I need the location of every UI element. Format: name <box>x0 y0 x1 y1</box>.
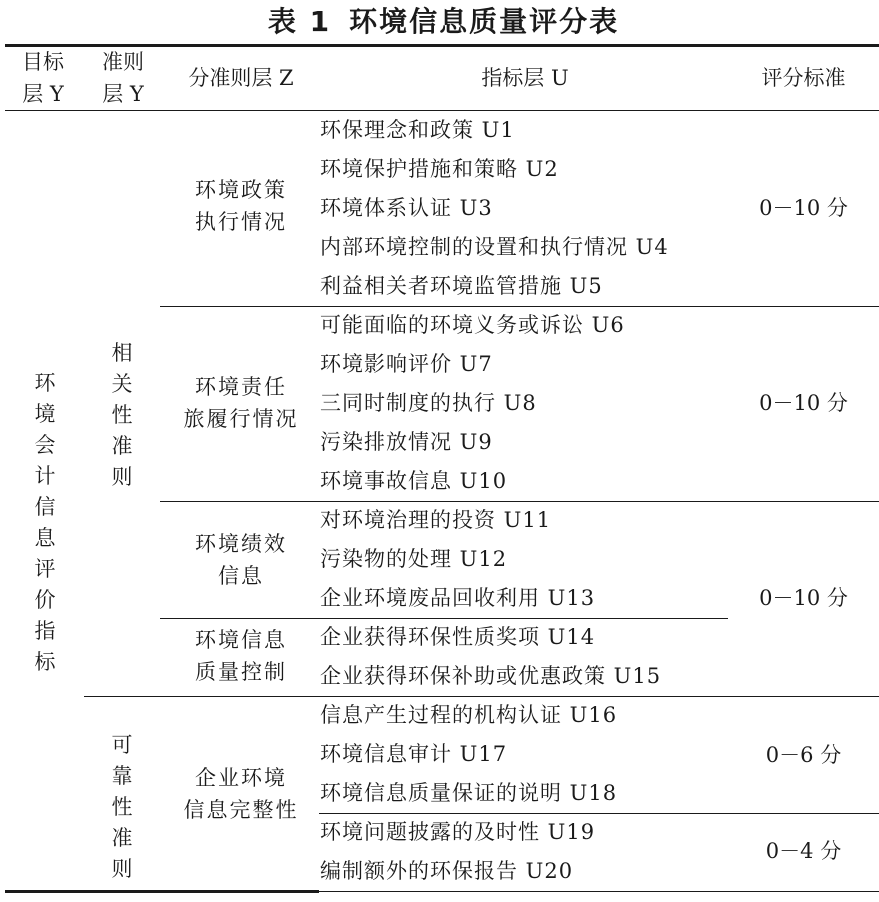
group-quality-control <box>170 624 312 688</box>
indicator-u4: 内部环境控制的设置和执行情况 U4 <box>320 235 669 259</box>
score-responsibility: 0－10 分 <box>759 391 848 415</box>
header-target-line1: 目标 <box>22 50 64 74</box>
group-line: 信息 <box>218 564 264 588</box>
group-policy <box>170 174 312 238</box>
group-line: 旅履行情况 <box>183 407 299 431</box>
bottom-rule <box>5 890 319 893</box>
group-line: 执行情况 <box>195 210 287 234</box>
group-divider <box>160 501 879 502</box>
indicator-u6: 可能面临的环境义务或诉讼 U6 <box>320 313 625 337</box>
indicator-u20: 编制额外的环保报告 U20 <box>320 859 574 883</box>
score-performance: 0－10 分 <box>759 586 848 610</box>
group-divider <box>160 306 879 307</box>
indicator-u1: 环保理念和政策 U1 <box>320 118 515 142</box>
group-line: 信息完整性 <box>183 798 299 822</box>
group-divider <box>160 618 728 619</box>
indicator-u7: 环境影响评价 U7 <box>320 352 493 376</box>
indicator-u17: 环境信息审计 U17 <box>320 742 508 766</box>
score-policy: 0－10 分 <box>759 196 848 220</box>
indicator-u10: 环境事故信息 U10 <box>320 469 508 493</box>
header-target-line2: 层 Y <box>22 82 64 106</box>
group-line: 环境责任 <box>195 375 287 399</box>
group-line: 环境政策 <box>195 178 287 202</box>
target-label: 环境会计信息评价指标 <box>34 371 56 674</box>
header-indicator: 指标层 U <box>481 66 569 90</box>
criterion-reliability: 可靠性准则 <box>111 733 133 881</box>
indicator-u12: 污染物的处理 U12 <box>320 547 508 571</box>
group-performance <box>170 528 312 592</box>
score-completeness-a: 0－6 分 <box>765 743 842 767</box>
header-score: 评分标准 <box>761 66 846 90</box>
header-criterion-line1: 准则 <box>102 50 144 74</box>
indicator-u3: 环境体系认证 U3 <box>320 196 493 220</box>
group-line: 企业环境 <box>195 766 287 790</box>
group-completeness <box>170 762 312 826</box>
score-divider <box>319 813 879 814</box>
table-title-text: 环境信息质量评分表 <box>349 5 620 38</box>
table-number: 表 1 <box>267 5 332 38</box>
header-criterion-line2: 层 Y <box>102 82 144 106</box>
bottom-rule-thin <box>319 891 879 892</box>
indicator-u8: 三同时制度的执行 U8 <box>320 391 537 415</box>
indicator-u18: 环境信息质量保证的说明 U18 <box>320 781 618 805</box>
indicator-u2: 环境保护措施和策略 U2 <box>320 157 559 181</box>
indicator-u16: 信息产生过程的机构认证 U16 <box>320 703 618 727</box>
header-criterion <box>88 46 158 110</box>
header-rule <box>5 110 879 111</box>
indicator-u15: 企业获得环保补助或优惠政策 U15 <box>320 664 662 688</box>
indicator-u11: 对环境治理的投资 U11 <box>320 508 552 532</box>
indicator-u13: 企业环境废品回收利用 U13 <box>320 586 596 610</box>
header-target <box>8 46 78 110</box>
table-title <box>0 4 879 40</box>
indicator-u5: 利益相关者环境监管措施 U5 <box>320 274 603 298</box>
group-line: 环境信息 <box>195 628 287 652</box>
criterion-divider <box>84 696 879 697</box>
group-line: 质量控制 <box>195 660 287 684</box>
header-sub-criterion: 分准则层 Z <box>188 66 294 90</box>
criterion-relevance: 相关性准则 <box>111 341 133 489</box>
indicator-u14: 企业获得环保性质奖项 U14 <box>320 625 596 649</box>
score-completeness-b: 0－4 分 <box>765 839 842 863</box>
indicator-u9: 污染排放情况 U9 <box>320 430 493 454</box>
indicator-u19: 环境问题披露的及时性 U19 <box>320 820 596 844</box>
group-responsibility <box>170 371 312 435</box>
group-line: 环境绩效 <box>195 532 287 556</box>
